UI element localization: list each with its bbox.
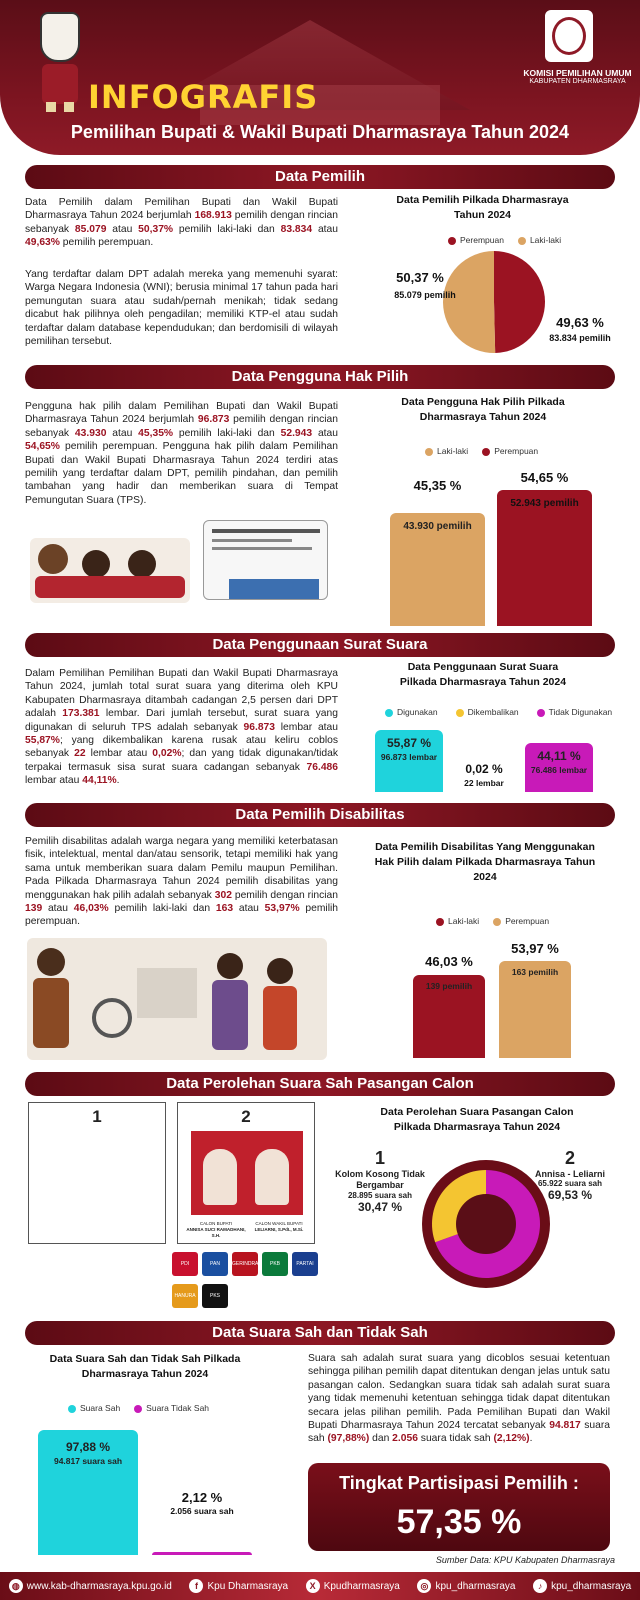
- s2-chart-title: Data Pengguna Hak Pilih Pilkada Dharmasraya Tahun 2024: [401, 396, 565, 423]
- s4-bar-laki-laki: 139 pemilih: [413, 975, 485, 1058]
- donut-hole: [456, 1194, 516, 1254]
- paragraph-text: dan: [369, 1433, 393, 1445]
- voters-illustration: [30, 538, 190, 603]
- s1-right-count: 83.834 pemilih: [549, 333, 611, 343]
- highlight-value: 168.913: [194, 210, 232, 222]
- highlight-value: 302: [214, 889, 232, 901]
- paragraph-text: atau: [312, 223, 338, 235]
- highlight-value: 173.381: [62, 708, 100, 720]
- s6-bar-suara-tidak-sah: [152, 1552, 252, 1555]
- paragraph-text: ; dan yang tidak digunakan/tidak terpakai termasuk sisa surat suara cadangan sebanyak: [25, 748, 338, 773]
- mascot-illustration: [36, 12, 84, 112]
- candidate-card-2: 2 CALON BUPATI ANNISA SUCI RAMADHANI, S.H. CALON WAKIL BUPATI LELIARNI, S.PdI., M.Si.: [177, 1102, 315, 1244]
- paragraph-text: Pemilih disabilitas adalah warga negara yang memiliki keterbatasan fisik, intelektual, mental dan/atau sensorik, tetapi memiliki hak yang sama untuk memberikan suara dalam Pemilu maupun Pemilihan. Pada Pilkada Dharmasraya Tahun 2024 pemilih disabilitas yang menggunakan hak pilih adalah sebanyak: [25, 836, 338, 901]
- participation-box: Tingkat Partisipasi Pemilih : 57,35 %: [308, 1463, 610, 1551]
- highlight-value: 50,37%: [138, 223, 174, 235]
- s3-paragraph: [25, 667, 338, 788]
- s2-paragraph: [25, 400, 338, 507]
- s3-bar-digunakan: 55,87 % 96.873 lembar: [375, 730, 443, 792]
- highlight-value: 49,63%: [25, 237, 60, 249]
- paragraph-text: pemilih perempuan. Pengguna hak pilih dalam Pemilihan Bupati dan Wakil Bupati Dharmasraya Tahun 2024 terdiri atas pemilih yang terdaftar dalam DPT, pemilih pindahan, dan pemilih tambahan yang hadir dan memberikan suara di Tempat Pemungutan Suara (TPS).: [25, 441, 338, 506]
- s2-bar1-pct: 45,35 %: [413, 478, 462, 493]
- s1-paragraph-2: Yang terdaftar dalam DPT adalah mereka yang memenuhi syarat: Warga Negara Indonesia (WNI); berusia minimal 17 tahun pada hari pemungutan suara atau sudah/pernah menikah; tidak sedang dicabut hak pilihnya oleh pengadilan; memiliki KTP-el atau sudah terdaftar dalam database kependudukan; dan berdomisili di wilayah pemilihan tersebut.: [25, 269, 338, 348]
- s4-bar-perempuan: 163 pemilih: [499, 961, 571, 1058]
- s3-b2-pct: 0,02 %: [465, 762, 503, 776]
- section-title-pemilih-disabilitas: Data Pemilih Disabilitas: [25, 803, 615, 827]
- legend-suara-sah: Suara Sah: [68, 1403, 120, 1413]
- paragraph-text: suara sah: [308, 1420, 610, 1445]
- highlight-value: 96.873: [197, 414, 230, 426]
- paragraph-text: atau: [106, 427, 139, 439]
- highlight-value: 139: [25, 903, 43, 915]
- paragraph-text: suara tidak sah: [417, 1433, 494, 1445]
- section-title-perolehan-suara: Data Perolehan Suara Sah Pasangan Calon: [25, 1072, 615, 1096]
- s2-bar2-pct: 54,65 %: [520, 470, 569, 485]
- s5-right-label: 2 Annisa - Leliarni 65.922 suara sah 69,53 %: [534, 1148, 605, 1202]
- legend-perempuan: Perempuan: [493, 916, 549, 926]
- s6-b2-count: 2.056 suara sah: [170, 1506, 234, 1516]
- highlight-value: 96.873: [243, 721, 276, 733]
- s1-pie-chart: [442, 250, 546, 354]
- paragraph-text: atau: [106, 223, 139, 235]
- kpu-logo: [545, 10, 593, 62]
- paragraph-text: pemilih dengan rincian: [231, 889, 338, 901]
- tiktok-icon: ♪: [533, 1579, 547, 1593]
- paragraph-text: .: [116, 775, 120, 787]
- highlight-value: 46,03%: [73, 903, 109, 915]
- legend-perempuan: Perempuan: [482, 446, 538, 456]
- s5-donut-chart: [422, 1160, 550, 1288]
- paragraph-text: lembar atau: [25, 775, 83, 787]
- s4-b2-pct: 53,97 %: [511, 941, 559, 956]
- s6-b2-pct: 2,12 %: [181, 1490, 223, 1505]
- s5-left-label: 1 Kolom Kosong Tidak Bergambar 28.895 suara sah 30,47 %: [335, 1148, 425, 1214]
- x-icon: X: [306, 1579, 320, 1593]
- highlight-value: (97,88%): [327, 1433, 370, 1445]
- paragraph-text: pemilih perempuan.: [59, 237, 154, 249]
- cand1-caption: CALON BUPATI ANNISA SUCI RAMADHANI, S.H.: [186, 1221, 246, 1238]
- paragraph-text: lembar. Dari jumlah tersebut, surat suara yang digunakan di seluruh TPS adalah sebanyak: [25, 708, 338, 733]
- legend-perempuan: Perempuan: [448, 235, 504, 245]
- infografis-title: INFOGRAFIS: [88, 78, 319, 116]
- section-title-suara-sah: Data Suara Sah dan Tidak Sah: [25, 1321, 615, 1345]
- footer-facebook[interactable]: f Kpu Dharmasraya: [189, 1579, 288, 1593]
- header-banner: [0, 0, 640, 155]
- highlight-value: 45,35%: [138, 427, 174, 439]
- legend-tidak-digunakan: Tidak Digunakan: [537, 707, 612, 717]
- pie-slice: [443, 251, 495, 353]
- s2-legend: [425, 446, 538, 456]
- s3-chart-title: Data Penggunaan Surat Suara Pilkada Dharmasraya Tahun 2024: [399, 661, 567, 688]
- participation-value: 57,35 %: [396, 1503, 522, 1541]
- highlight-value: 83.834: [280, 223, 313, 235]
- highlight-value: 43.930: [74, 427, 107, 439]
- party-logo: GERINDRA: [232, 1252, 258, 1276]
- legend-laki-laki: Laki-laki: [518, 235, 561, 245]
- highlight-value: (2,12%): [493, 1433, 530, 1445]
- facebook-icon: f: [189, 1579, 203, 1593]
- s6-paragraph: [308, 1352, 610, 1446]
- highlight-value: 44,11%: [82, 775, 117, 787]
- highlight-value: 0,02%: [152, 748, 182, 760]
- paragraph-text: pemilih dengan rincian sebanyak: [25, 414, 338, 439]
- legend-suara-tidak-sah: Suara Tidak Sah: [134, 1403, 209, 1413]
- paragraph-text: ; yang dikembalikan karena rusak atau keliru coblos sebanyak: [25, 735, 338, 760]
- org-name: KOMISI PEMILIHAN UMUM KABUPATEN DHARMASRAYA: [523, 68, 632, 86]
- highlight-value: 163: [215, 903, 234, 915]
- s1-left-count: 85.079 pemilih: [394, 290, 456, 300]
- source-note: Sumber Data: KPU Kabupaten Dharmasraya: [435, 1555, 615, 1565]
- s4-b1-pct: 46,03 %: [425, 954, 473, 969]
- s6-chart-title: Data Suara Sah dan Tidak Sah Pilkada Dharmasraya Tahun 2024: [49, 1353, 241, 1380]
- footer-bar: [0, 1572, 640, 1600]
- paragraph-text: pemilih laki-laki dan: [173, 427, 281, 439]
- paragraph-text: atau: [312, 427, 338, 439]
- highlight-value: 94.817: [549, 1420, 581, 1432]
- legend-laki-laki: Laki-laki: [425, 446, 468, 456]
- footer-website[interactable]: ◍ www.kab-dharmasraya.kpu.go.id: [9, 1579, 172, 1593]
- highlight-value: 2.056: [392, 1433, 418, 1445]
- s1-legend: [448, 235, 561, 245]
- s6-legend: [68, 1403, 209, 1413]
- paragraph-text: atau: [233, 903, 265, 915]
- highlight-value: 85.079: [74, 223, 107, 235]
- footer-instagram[interactable]: ◎ kpu_dharmasraya: [417, 1579, 515, 1593]
- paragraph-text: Data Pemilih dalam Pemilihan Bupati dan Wakil Bupati Dharmasraya Tahun 2024 berjumlah: [25, 197, 338, 222]
- footer-tiktok[interactable]: ♪ kpu_dharmasraya: [533, 1579, 631, 1593]
- s1-paragraph-1: [25, 196, 338, 250]
- instagram-icon: ◎: [417, 1579, 431, 1593]
- paragraph-text: lembar atau: [85, 748, 153, 760]
- s1-left-pct: 50,37 %: [396, 270, 444, 285]
- paragraph-text: Dalam Pemilihan Pemilihan Bupati dan Wakil Bupati Dharmasraya Tahun 2024, jumlah total surat suara yang diterima oleh KPU Kabupaten Dharmasraya ditambah cadangan 2,5 persen dari DPT adalah: [25, 668, 338, 720]
- cand2-caption: CALON WAKIL BUPATI LELIARNI, S.PdI., M.Si.: [254, 1221, 304, 1232]
- section-title-pengguna-hak-pilih: Data Pengguna Hak Pilih: [25, 365, 615, 389]
- highlight-value: 54,65%: [25, 441, 60, 453]
- highlight-value: 22: [74, 748, 86, 760]
- highlight-value: 55,87%: [25, 735, 60, 747]
- globe-icon: ◍: [9, 1579, 23, 1593]
- disability-voters-illustration: [27, 938, 327, 1060]
- s6-bar-suara-sah: 97,88 % 94.817 suara sah: [38, 1430, 138, 1555]
- footer-x[interactable]: X Kpudharmasraya: [306, 1579, 400, 1593]
- legend-digunakan: Digunakan: [385, 707, 438, 717]
- s4-chart-title: Data Pemilih Disabilitas Yang Menggunakan Hak Pilih dalam Pilkada Dharmasraya Tahun 2024: [374, 841, 596, 883]
- party-logo: PAN: [202, 1252, 228, 1276]
- highlight-value: 76.486: [306, 761, 338, 773]
- section-title-penggunaan-surat-suara: Data Penggunaan Surat Suara: [25, 633, 615, 657]
- s2-bar-laki-laki: 43.930 pemilih: [390, 513, 485, 626]
- highlight-value: 52.943: [280, 427, 313, 439]
- s4-legend: [436, 916, 549, 926]
- s3-legend: [385, 707, 612, 717]
- party-logo: PKS: [202, 1284, 228, 1308]
- s5-chart-title: Data Perolehan Suara Pasangan Calon Pilkada Dharmasraya Tahun 2024: [380, 1106, 574, 1133]
- legend-dikembalikan: Dikembalikan: [456, 707, 519, 717]
- paragraph-text: pemilih dengan rincian sebanyak: [25, 210, 338, 235]
- section-title-data-pemilih: Data Pemilih: [25, 165, 615, 189]
- party-logo: PDI: [172, 1252, 198, 1276]
- party-logo: HANURA: [172, 1284, 198, 1308]
- s3-b2-count: 22 lembar: [464, 778, 504, 788]
- party-logos: [172, 1252, 322, 1314]
- paragraph-text: pemilih perempuan.: [25, 903, 338, 928]
- candidate-photo: [191, 1131, 303, 1215]
- paragraph-text: .: [529, 1433, 533, 1445]
- paragraph-text: atau: [42, 903, 74, 915]
- candidate-card-1: 1: [28, 1102, 166, 1244]
- s4-paragraph: [25, 835, 338, 929]
- s3-bar-tidak-digunakan: 44,11 % 76.486 lembar: [525, 743, 593, 792]
- s1-chart-title: Data Pemilih Pilkada Dharmasraya Tahun 2024: [396, 194, 569, 221]
- paragraph-text: pemilih laki-laki dan: [108, 903, 216, 915]
- legend-laki-laki: Laki-laki: [436, 916, 479, 926]
- party-logo: PKB: [262, 1252, 288, 1276]
- ballot-paper-illustration: [203, 520, 328, 600]
- paragraph-text: lembar atau: [275, 721, 338, 733]
- paragraph-text: Suara sah adalah surat suara yang dicoblos sesuai ketentuan sehingga pilihan pemilih dapat ditentukan dengan jelas untuk satu pasangan calon. Sedangkan suara tidak sah adalah surat suara yang tidak memenuhi ketentuan sehingga tidak dapat ditentukan secara jelas pilihan pemilih. Pada Pemilihan Bupati dan Wakil Bupati Dharmasraya Tahun 2024 tercatat sebanyak: [308, 1353, 610, 1432]
- page-subtitle: Pemilihan Bupati & Wakil Bupati Dharmasraya Tahun 2024: [70, 122, 570, 142]
- s1-right-pct: 49,63 %: [556, 315, 604, 330]
- paragraph-text: Pengguna hak pilih dalam Pemilihan Bupati dan Wakil Bupati Dharmasraya Tahun 2024 berjumlah: [25, 401, 338, 426]
- paragraph-text: pemilih laki-laki dan: [173, 223, 281, 235]
- party-logo: PARTAI DEMOKRAT: [292, 1252, 318, 1276]
- highlight-value: 53,97%: [264, 903, 300, 915]
- s2-bar-perempuan: 52.943 pemilih: [497, 490, 592, 626]
